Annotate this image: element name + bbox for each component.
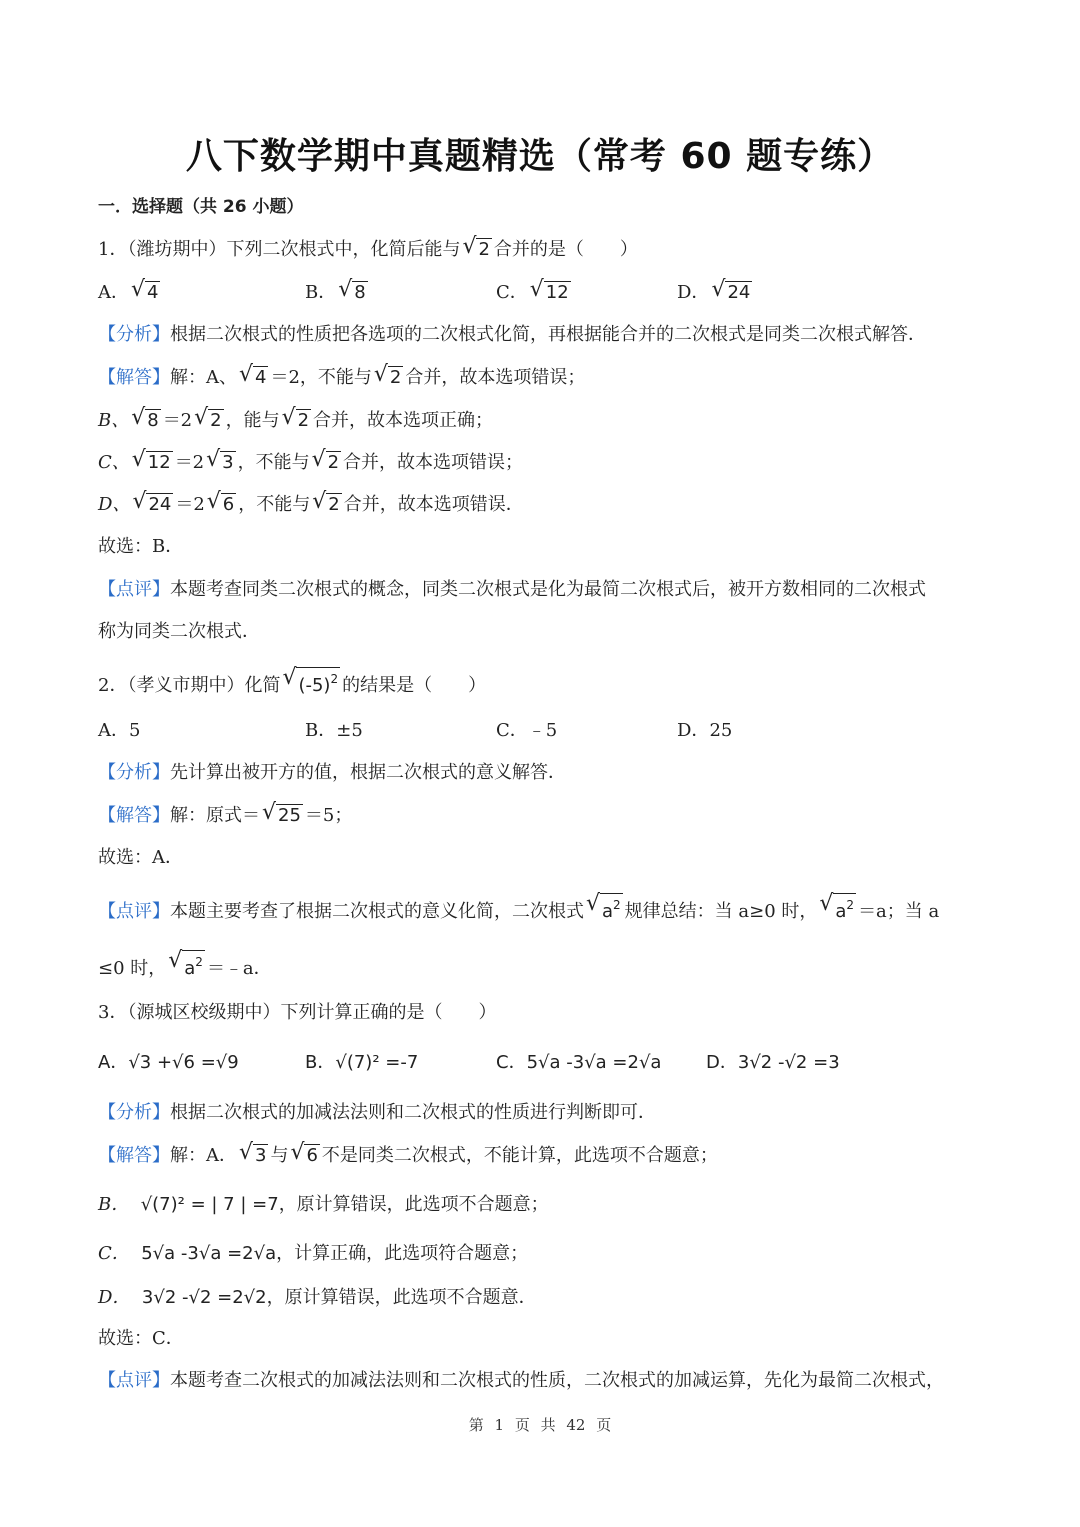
q3-option-d: D．3√2 -√2 =3	[706, 1052, 840, 1073]
q2-option-d: D．25	[677, 720, 733, 741]
q1-comment-cont: 称为同类二次根式．	[98, 621, 260, 642]
q2-stem: 2．（孝义市期中）化简√ $(-5)^2$ 的结果是（ ）	[98, 667, 486, 700]
q2-option-a: A．5	[98, 720, 141, 741]
q3-option-a: A．√3 +√6 =√9	[98, 1052, 239, 1073]
q2-option-c: C．﹣5	[496, 720, 558, 741]
q1-option-b: B．√ 8	[305, 279, 370, 307]
q1-comment: 【点评】本题考查同类二次根式的概念，同类二次根式是化为最简二次根式后，被开方数相同的二次根式	[98, 579, 926, 600]
q1-option-d: D．√ 24	[677, 279, 754, 307]
q3-answer-b: B． √(7)² = | 7 | =7，原计算错误，此选项不合题意；	[98, 1194, 549, 1215]
page-title: 八下数学期中真题精选（常考 60 题专练）	[185, 136, 895, 177]
q3-answer-d: D． 3√2 -√2 =2√2，原计算错误，此选项不合题意．	[98, 1287, 537, 1308]
q3-answer-a: 【解答】解：A．√ 3 与√ 6 不是同类二次根式，不能计算，此选项不合题意；	[98, 1142, 718, 1170]
q2-option-b: B．±5	[305, 720, 363, 741]
q3-analysis: 【分析】根据二次根式的加减法法则和二次根式的性质进行判断即可．	[98, 1102, 656, 1123]
comment-tag: 【点评】	[98, 579, 170, 600]
q2-comment-cont: ≤0 时，√ $a^2$ ＝﹣a．	[98, 950, 272, 983]
q3-choice: 故选：C．	[98, 1328, 184, 1349]
sqrt-symbol: √ 2	[462, 236, 491, 264]
q3-option-b: B．√(7)² =-7	[305, 1052, 419, 1073]
q2-analysis: 【分析】先计算出被开方的值，根据二次根式的意义解答．	[98, 762, 566, 783]
q2-choice: 故选：A．	[98, 847, 183, 868]
q1-choice: 故选：B．	[98, 536, 184, 557]
q1-answer-b: B、√ 8 ＝2√ 2 ，能与√ 2 合并，故本选项正确；	[98, 407, 493, 435]
q1-stem: 1．（潍坊期中）下列二次根式中，化简后能与√ 2 合并的是（ ）	[98, 236, 638, 264]
q1-analysis: 【分析】根据二次根式的性质把各选项的二次根式化简，再根据能合并的二次根式是同类二次根式解答．	[98, 324, 926, 345]
q3-option-c: C．5√a -3√a =2√a	[496, 1052, 662, 1073]
q2-answer: 【解答】解：原式＝√ 25 ＝5；	[98, 802, 352, 830]
q1-answer-c: C、√ 12 ＝2√ 3 ，不能与√ 2 合并，故本选项错误；	[98, 449, 523, 477]
q3-comment: 【点评】本题考查二次根式的加减法法则和二次根式的性质，二次根式的加减运算，先化为最简二次根式，	[98, 1370, 944, 1391]
q1-option-a: A．√ 4	[98, 279, 162, 307]
q3-stem: 3．（源城区校级期中）下列计算正确的是（ ）	[98, 1002, 497, 1023]
q1-option-c: C．√ 12	[496, 279, 573, 307]
page-footer: 第 1 页 共 42 页	[468, 1416, 612, 1434]
q3-answer-c: C． 5√a -3√a =2√a，计算正确，此选项符合题意；	[98, 1243, 529, 1264]
q1-answer-d: D、√ 24 ＝2√ 6 ，不能与√ 2 合并，故本选项错误．	[98, 491, 524, 519]
answer-tag: 【解答】	[98, 367, 170, 388]
section-heading: 一．选择题（共 26 小题）	[98, 197, 304, 217]
analysis-tag: 【分析】	[98, 324, 170, 345]
q1-answer-a: 【解答】解：A、√ 4 ＝2，不能与√ 2 合并，故本选项错误；	[98, 364, 585, 392]
q2-comment: 【点评】本题主要考查了根据二次根式的意义化简，二次根式√ $a^2$ 规律总结：当 a≥0 时，√ $a^2 =a$；当 a	[98, 893, 939, 926]
